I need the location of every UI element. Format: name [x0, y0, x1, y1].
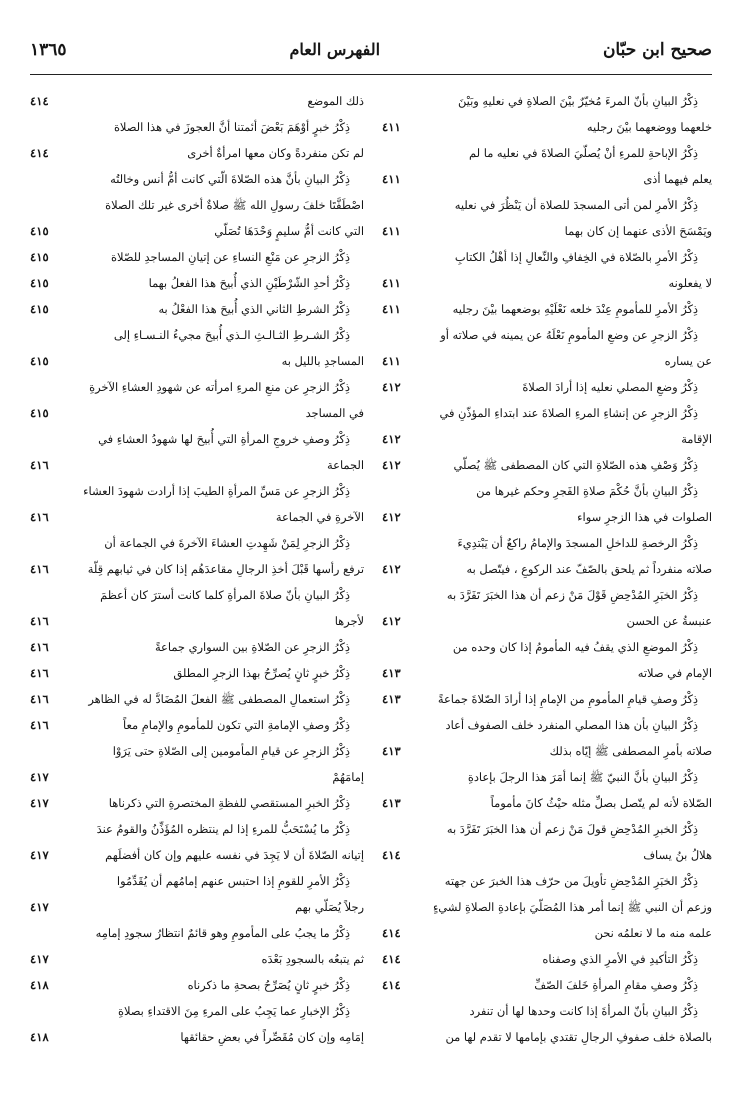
entry-page-ref: ٤١٤: [30, 94, 49, 108]
index-entry-line: [30, 764, 364, 790]
entry-text: ذِكْرُ استعمالِ المصطفى ﷺ الفعلَ المُضَادَّ له في الظاهر: [88, 692, 350, 706]
entry-text: هلالُ بنُ يساف: [643, 848, 712, 862]
entry-text: ذِكْرُ وضعِ المصلي نعليه إذا أرادَ الصلاةَ: [522, 380, 698, 394]
index-entry-line: [30, 660, 364, 686]
entry-text: ذلك الموضع: [307, 94, 364, 108]
index-entry-line: [30, 322, 364, 348]
index-entry-line: [30, 504, 364, 530]
entry-text: ذِكْرُ التأكيدِ في الأمرِ الذي وصفناه: [542, 952, 698, 966]
index-entry-line: [30, 88, 364, 114]
index-entry-line: [382, 140, 712, 166]
entry-text: ذِكْرُ وصفِ خروجِ المرأةِ التي أُبيحَ لها شهودُ العشاءِ في: [98, 432, 350, 446]
entry-text: ذِكْرُ البيانِ بأنّ المرءَ مُخيّرٌ بيْنَ الصلاةِ في نعليهِ وبَيْنَ: [457, 94, 698, 108]
index-entry-line: [30, 140, 364, 166]
left-index-column: [30, 88, 364, 1058]
index-entry-line: [30, 920, 364, 946]
index-entry-line: [382, 530, 712, 556]
entry-page-ref: ٤١٤: [382, 978, 401, 992]
entry-page-ref: ٤١٢: [382, 510, 401, 524]
entry-page-ref: ٤١٤: [30, 146, 49, 160]
entry-page-ref: ٤١٤: [382, 926, 401, 940]
index-entry-line: [30, 686, 364, 712]
entry-text: الجماعة: [327, 458, 364, 472]
index-entry-line: [30, 166, 364, 192]
entry-text: صلاته بأمرِ المصطفى ﷺ إيّاه بذلك: [549, 744, 712, 758]
index-entry-line: [382, 218, 712, 244]
entry-page-ref: ٤١٥: [30, 250, 49, 264]
entry-text: رجلاً يُصَلّي بهم: [295, 900, 364, 914]
page-header: [30, 40, 712, 72]
index-entry-line: [30, 1024, 364, 1050]
index-entry-line: [30, 790, 364, 816]
entry-page-ref: ٤١٦: [30, 692, 49, 706]
entry-page-ref: ٤١٥: [30, 406, 49, 420]
entry-text: لا يفعلونه: [668, 276, 712, 290]
index-entry-line: [382, 738, 712, 764]
entry-text: الصّلاة لأنه لم يتّصل بصلِّ مثله حيْثُ كانَ مأموماً: [490, 796, 712, 810]
index-entry-line: [382, 348, 712, 374]
index-entry-line: [30, 114, 364, 140]
entry-page-ref: ٤١٣: [382, 744, 401, 758]
index-entry-line: [382, 244, 712, 270]
index-entry-line: [30, 582, 364, 608]
entry-text: ذِكْرُ الخبرِ المُدْحِضِ قولَ مَنْ زعم أن هذا الخبَرَ تَفَرَّدَ به: [446, 822, 698, 836]
entry-text: ذِكْرُ الأمرِ للقومِ إذا احتبس عنهم إمامُهم أن يُقَدِّمُوا: [116, 874, 350, 888]
entry-text: ذِكْرُ أحدِ الشّرْطَيْنِ الذي أُبيحَ هذا الفعلُ بهما: [148, 276, 350, 290]
entry-text: ذِكْرُ وصفِ مقامِ المرأةِ خَلفَ الصّفِّ: [534, 978, 698, 992]
index-entry-line: [30, 452, 364, 478]
entry-page-ref: ٤١٧: [30, 796, 49, 810]
entry-text: ذِكْرُ الزجرِ عن وضعِ المأمومِ نَعْلَهُ عن يمينه في صلاته أو: [440, 328, 698, 342]
entry-page-ref: ٤١١: [382, 120, 401, 134]
index-entry-line: [382, 322, 712, 348]
entry-text: ذِكْرُ ما يُسْتَحَبُّ للمرءِ إذا لم ينتظره المُؤَذِّنُ والقومُ عندَ: [96, 822, 350, 836]
entry-page-ref: ٤١٦: [30, 640, 49, 654]
entry-page-ref: ٤١٥: [30, 276, 49, 290]
entry-text: إمامَهُمْ: [332, 770, 364, 784]
entry-page-ref: ٤١١: [382, 224, 401, 238]
entry-page-ref: ٤١٦: [30, 614, 49, 628]
entry-page-ref: ٤١٦: [30, 458, 49, 472]
entry-text: ذِكْرُ الزجرِ لِمَنْ شَهِدتِ العشاءَ الآخرةَ في الجماعة أن: [104, 536, 350, 550]
entry-text: ذِكْرُ وصفِ الإمامةِ التي تكون للمأمومِ والإمامِ معاً: [123, 718, 350, 732]
book-title: صحيح ابن حبّان: [602, 40, 712, 60]
entry-page-ref: ٤١٦: [30, 510, 49, 524]
entry-page-ref: ٤١٧: [30, 770, 49, 784]
entry-text: ذِكْرُ خبرٍ أوْهَمَ بَعْضَ أئمتنا أنَّ العجوزَ في هذا الصلاة: [113, 120, 350, 134]
entry-page-ref: ٤١٨: [30, 978, 49, 992]
entry-page-ref: ٤١٦: [30, 666, 49, 680]
entry-page-ref: ٤١٤: [382, 952, 401, 966]
index-entry-line: [382, 1024, 712, 1050]
entry-text: ذِكْرُ الأمرِ للمأمومِ عِنْدَ خلعه نَعْلَيْهِ بوضعهما بيْنَ رجليه: [452, 302, 698, 316]
index-entry-line: [382, 452, 712, 478]
index-entry-line: [30, 478, 364, 504]
entry-text: ذِكْرُ وصفِ قيامِ المأمومِ من الإمامِ إذا أرادَ الصّلاةَ جماعةً: [437, 692, 698, 706]
entry-text: ذِكْرُ الشـرطِ الثـالـثِ الـذي أُبيحَ مجيءُ النـسـاءِ إلى: [113, 328, 350, 342]
index-entry-line: [382, 972, 712, 998]
entry-text: ذِكْرُ الزجرِ عن الصّلاةِ بين السواري جماعةً: [154, 640, 350, 654]
entry-page-ref: ٤١١: [382, 276, 401, 290]
entry-page-ref: ٤١٦: [30, 718, 49, 732]
index-entry-line: [30, 192, 364, 218]
index-entry-line: [382, 270, 712, 296]
entry-page-ref: ٤١٣: [382, 692, 401, 706]
entry-text: بالصلاة خلف صفوفِ الرجالِ تقتدي بإمامها لا تقدم لها من: [445, 1030, 712, 1044]
entry-text: ذِكْرُ وَصْفِ هذه الصّلاةِ التي كان المصطفى ﷺ يُصلّي: [453, 458, 698, 472]
index-entry-line: [30, 530, 364, 556]
entry-text: ذِكْرُ البيانِ بأن هذا المصلي المنفرد خلف الصفوف أعاد: [445, 718, 698, 732]
index-entry-line: [30, 712, 364, 738]
entry-text: لم تكن منفردةً وكان معها امرأةٌ أخرى: [187, 146, 364, 160]
index-entry-line: [382, 816, 712, 842]
index-entry-line: [382, 764, 712, 790]
entry-text: في المساجد: [305, 406, 364, 420]
entry-page-ref: ٤١٢: [382, 432, 401, 446]
page-number: ١٣٦٥: [30, 40, 67, 60]
index-entry-line: [30, 634, 364, 660]
entry-page-ref: ٤١٨: [30, 1030, 49, 1044]
entry-text: الإقامة: [681, 432, 712, 446]
index-entry-line: [30, 348, 364, 374]
entry-page-ref: ٤١٢: [382, 380, 401, 394]
index-entry-line: [30, 998, 364, 1024]
right-index-column: [382, 88, 712, 1058]
entry-text: ذِكْرُ الخبَرِ المُدْحِضِ تأويلَ من حرّف هذا الخبرَ عن جهته: [444, 874, 698, 888]
entry-text: ذِكْرُ البيانِ بأنّ المرأةَ إذا كانت وحدها لها أن تنفرد: [469, 1004, 698, 1018]
index-entry-line: [30, 816, 364, 842]
entry-text: ثم يتبعُه بالسجودِ بَعْدَه: [261, 952, 364, 966]
section-title: الفهرس العام: [289, 40, 381, 59]
index-entry-line: [382, 894, 712, 920]
entry-page-ref: ٤١٧: [30, 848, 49, 862]
entry-text: عن يساره: [664, 354, 712, 368]
entry-text: ذِكْرُ الزجرِ عن مَنْعِ النساءِ عن إتيانِ المساجدِ للصّلاة: [111, 250, 350, 264]
index-entry-line: [30, 296, 364, 322]
index-entry-line: [30, 270, 364, 296]
index-entry-line: [382, 114, 712, 140]
index-entry-line: [30, 972, 364, 998]
index-entry-line: [382, 88, 712, 114]
index-entry-line: [30, 738, 364, 764]
index-entry-line: [382, 998, 712, 1024]
index-entry-line: [382, 868, 712, 894]
entry-text: المساجدِ بالليل به: [281, 354, 364, 368]
entry-text: ذِكْرُ الزجرِ عن مَسِّ المرأةِ الطيبَ إذا أرادت شهودَ العشاء: [83, 484, 350, 498]
index-entry-line: [382, 478, 712, 504]
entry-text: الإمام في صلاته: [637, 666, 712, 680]
index-entry-line: [30, 400, 364, 426]
entry-text: ذِكْرُ البيانِ بأنَّ حُكْمَ صلاةِ الفَجرِ وحكم غيرها من: [476, 484, 698, 498]
entry-text: الآخرةِ في الجماعة: [275, 510, 364, 524]
entry-text: ذِكْرُ الزجرِ عن منعِ المرءِ امرأته عن شهودِ العشاءِ الآخرةِ: [89, 380, 350, 394]
entry-page-ref: ٤١١: [382, 302, 401, 316]
entry-page-ref: ٤١٢: [382, 562, 401, 576]
entry-text: ذِكْرُ الإباحةِ للمرءِ أنْ يُصلّيَ الصلاةَ في نعليه ما لم: [469, 146, 698, 160]
index-entry-line: [382, 946, 712, 972]
entry-page-ref: ٤١٢: [382, 458, 401, 472]
entry-page-ref: ٤١٣: [382, 796, 401, 810]
entry-text: ذِكْرُ البيانِ بأنَّ هذه الصّلاةَ الّتي كانت أمُّ أنس وخالتُه: [110, 172, 350, 186]
index-entry-line: [382, 712, 712, 738]
entry-text: ذِكْرُ البيانِ بأنَّ النبيّ ﷺ إنما أمَرَ هذا الرجلَ بإعادةِ: [467, 770, 698, 784]
entry-text: ذِكْرُ الرخصةِ للداخلِ المسجدَ والإمامُ راكعٌ أن يَبْتدِيءَ: [457, 536, 698, 550]
entry-text: ذِكْرُ الخبرِ المستقصي للفظةِ المختصرةِ التي ذكرناها: [108, 796, 350, 810]
entry-text: ذِكْرُ الموضعِ الذي يقفُ فيه المأمومُ إذا كان وحده من: [452, 640, 698, 654]
index-entry-line: [382, 608, 712, 634]
entry-text: ذِكْرُ الخبَرِ المُدْحِضِ قَوْلَ مَنْ زعم أن هذا الخبَرَ تَفَرَّدَ به: [446, 588, 698, 602]
entry-text: ذِكْرُ خبرٍ ثانٍ يُصرِّحُ بهذا الزجرِ المطلق: [173, 666, 350, 680]
entry-text: خلعهما ووضعهما بيْنَ رجليه: [586, 120, 712, 134]
index-entry-line: [382, 374, 712, 400]
entry-text: صلاته منفرداً ثم يلحق بالصّفّ عند الركوعِ ، فيتّصل به: [466, 562, 712, 576]
index-entry-line: [30, 946, 364, 972]
index-entry-line: [382, 556, 712, 582]
entry-page-ref: ٤١٧: [30, 952, 49, 966]
index-entry-line: [382, 686, 712, 712]
index-entry-line: [382, 660, 712, 686]
entry-page-ref: ٤١١: [382, 354, 401, 368]
entry-text: ذِكْرُ الأمرِ لمن أتى المسجدَ للصلاة أن يَنْظُرَ في نعليه: [454, 198, 698, 212]
entry-text: الصلوات في هذا الزجرِ سواء: [577, 510, 712, 524]
index-entry-line: [382, 504, 712, 530]
index-entry-line: [382, 920, 712, 946]
entry-text: ذِكْرُ البيانِ بأنّ صلاةَ المرأةِ كلما كانت أسترَ كان أعظمَ: [100, 588, 350, 602]
index-entry-line: [382, 296, 712, 322]
entry-text: ذِكْرُ ما يجبُ على المأمومِ وهو قائمٌ انتظارُ سجودِ إمامِه: [95, 926, 350, 940]
entry-text: يعلم فيهما أذى: [643, 172, 712, 186]
entry-text: ذِكْرُ الإخبارِ عما يَجِبُ على المرءِ مِنَ الاقتداءِ بصلاةِ: [118, 1004, 350, 1018]
entry-page-ref: ٤١٦: [30, 562, 49, 576]
index-entry-line: [30, 244, 364, 270]
entry-text: ذِكْرُ الشرطِ الثاني الذي أُبيحَ هذا الفعْلُ به: [158, 302, 350, 316]
entry-text: ذِكْرُ الزجرِ عن إنشاءِ المرءِ الصلاةَ عند ابتداءِ المؤذّنِ في: [439, 406, 698, 420]
entry-text: إمَامِه وإن كان مُقَصِّراً في بعضِ حقائقها: [180, 1030, 364, 1044]
entry-text: ذِكْرُ خبرٍ ثانٍ يُصَرِّحُ بصحةِ ما ذكرناه: [187, 978, 350, 992]
entry-page-ref: ٤١٥: [30, 224, 49, 238]
entry-text: ترفع رأسها قَبْلَ أخذِ الرجالِ مقاعدَهُم إذا كان في ثيابهم قِلّة: [87, 562, 364, 576]
index-entry-line: [382, 790, 712, 816]
index-entry-line: [382, 582, 712, 608]
index-entry-line: [382, 426, 712, 452]
entry-text: وزعم أن النبي ﷺ إنما أمر هذا المُصَلّيَ بإعادةِ الصلاةِ لشيءٍ: [432, 900, 712, 914]
index-entry-line: [382, 400, 712, 426]
entry-page-ref: ٤١١: [382, 172, 401, 186]
entry-page-ref: ٤١٥: [30, 354, 49, 368]
index-entry-line: [30, 426, 364, 452]
index-entry-line: [30, 374, 364, 400]
entry-text: ذِكْرُ الأمرِ بالصّلاة في الخِفافِ والنِّعالِ إذا أهْلُ الكتابِ: [454, 250, 698, 264]
entry-text: علمه منه ما لا نعلمُه نحن: [594, 926, 712, 940]
header-rule: [30, 74, 712, 75]
entry-page-ref: ٤١٣: [382, 666, 401, 680]
index-entry-line: [30, 608, 364, 634]
entry-page-ref: ٤١٧: [30, 900, 49, 914]
index-entry-line: [30, 556, 364, 582]
entry-text: التي كانت أمُّ سليمٍ وَحْدَهَا تُصَلّي: [214, 224, 364, 238]
entry-text: اصْطَفَّتَا خلفَ رسولِ الله ﷺ صلاةٌ أخرى غير تلك الصلاة: [105, 198, 364, 212]
index-entry-line: [382, 166, 712, 192]
index-entry-line: [382, 842, 712, 868]
entry-text: لأجرها: [334, 614, 364, 628]
index-entry-line: [30, 894, 364, 920]
index-entry-line: [30, 218, 364, 244]
entry-page-ref: ٤١٢: [382, 614, 401, 628]
entry-text: ذِكْرُ الزجرِ عن قيامِ المأمومين إلى الصّلاةِ حتى يَرَوْا: [112, 744, 350, 758]
index-entry-line: [382, 634, 712, 660]
entry-page-ref: ٤١٤: [382, 848, 401, 862]
index-entry-line: [382, 192, 712, 218]
index-entry-line: [30, 868, 364, 894]
entry-page-ref: ٤١٥: [30, 302, 49, 316]
entry-text: إتيانه الصّلاةَ أن لا يَجِدَ في نفسه عليهم وإن كان أفضلَهم: [105, 848, 364, 862]
entry-text: عنبسةُ عن الحسن: [626, 614, 712, 628]
index-entry-line: [30, 842, 364, 868]
entry-text: ويَمْسَحَ الأذى عنهما إن كان بهما: [564, 224, 712, 238]
